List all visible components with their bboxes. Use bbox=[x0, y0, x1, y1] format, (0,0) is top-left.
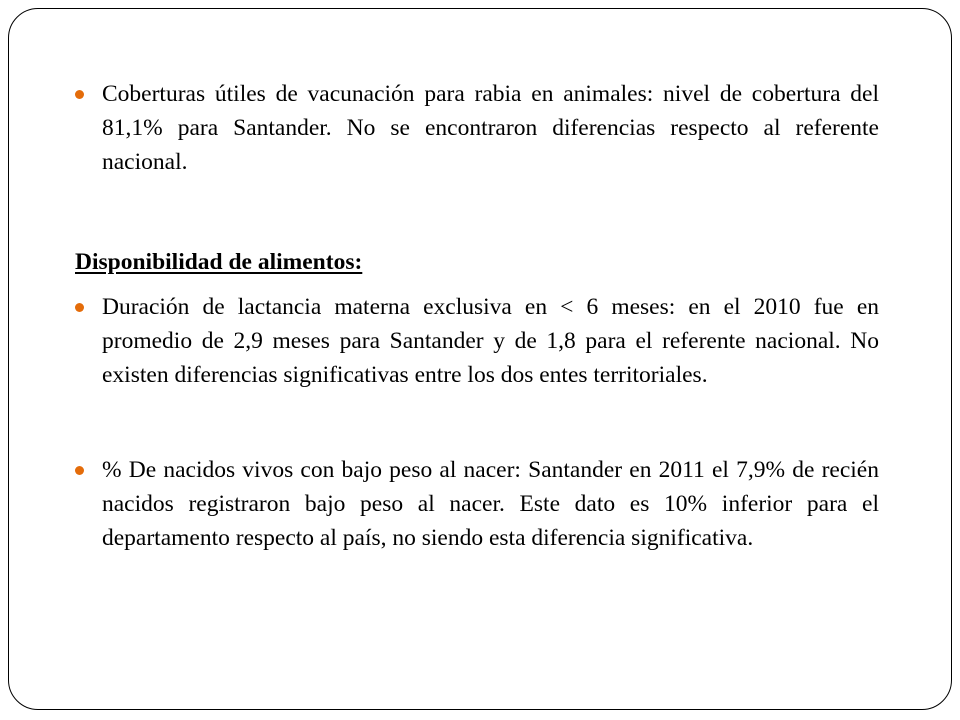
bullet-item-low-birth-weight bbox=[102, 453, 879, 555]
bullet-item-breastfeeding bbox=[102, 290, 879, 392]
bullet-item-rabies-vaccination bbox=[102, 77, 879, 179]
bullet-dot-icon bbox=[75, 303, 84, 312]
bullet-text: % De nacidos vivos con bajo peso al nacer: Santander en 2011 el 7,9% de recién nacidos registraron bajo peso al nacer. Este dato es 10% inferior para el departamento respecto al país, no siendo esta diferencia significativa. bbox=[102, 457, 879, 551]
bullet-dot-icon bbox=[75, 90, 84, 99]
bullet-dot-icon bbox=[75, 466, 84, 475]
bullet-text: Coberturas útiles de vacunación para rabia en animales: nivel de cobertura del 81,1% para Santander. No se encontraron diferencias respecto al referente nacional. bbox=[102, 81, 879, 175]
bullet-text: Duración de lactancia materna exclusiva en < 6 meses: en el 2010 fue en promedio de 2,9 meses para Santander y de 1,8 para el referente nacional. No existen diferencias significativas entre los dos entes territoriales. bbox=[102, 294, 879, 388]
section-heading: Disponibilidad de alimentos: bbox=[75, 249, 363, 275]
slide-frame bbox=[8, 8, 952, 710]
